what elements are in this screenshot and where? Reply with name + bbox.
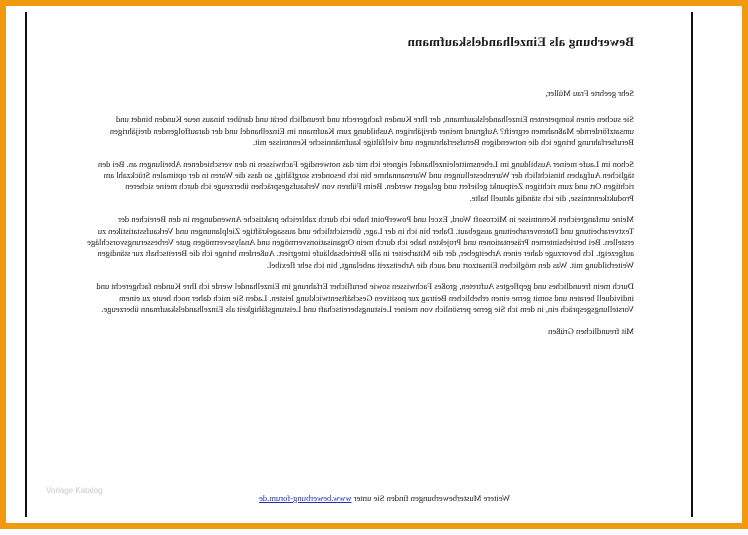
paragraph-3: Meine umfangreichen Kenntnisse in Microsoft Word, Excel und PowerPoint habe ich durch zahlreiche praktische Anwendungen in den Bereichen der Textverarbeitung und Datenverarbeitung ausgebaut. Daher bin ich in der Lage, übersichtliche und aussagekräftige Zielplanungen und Verkaufsstatistiken zu erstellen. Bei betriebsinternen Präsentationen und Projekten habe ich durch mein Organisationsvermögen und Analysevermögen gute Verbesserungsvorschläge aufgezeigt. Ich bevorzuge daher einen Arbeitgeber, der die Mitarbeiter in alle Betriebsabläufe integriert. Außerdem bringe ich die Bereitschaft zur ständigen Weiterbildung mit. Was den möglichen Einsatzort und auch die Arbeitszeit anbelangt, bin ich sehr flexibel.	[87, 214, 634, 270]
margin-line-left	[25, 12, 27, 517]
paragraph-4: Durch mein freundliches und gepflegtes Auftreten, großes Fachwissen sowie beruflicher Erfahrung im Einzelhandel werde ich Ihre Kunden fachgerecht und individuell beraten und somit gerne einen erheblichen Beitrag zur positiven Geschäftsentwicklung leisten. Laden Sie mich daher noch heute zu einem Vorstellungsgespräch ein, in dem ich Sie gerne persönlich von meiner Leistungsbereitschaft und Leistungsfähigkeit als Einzelhandelskaufmann überzeuge.	[96, 281, 634, 315]
footer-link[interactable]: www.bewerbung-forum.de	[259, 493, 352, 503]
letter-page	[74, 6, 634, 535]
salutation: Sehr geehrte Frau Müller,	[545, 88, 634, 98]
watermark: Vorlage Katalog	[46, 486, 103, 495]
paragraph-1: Sie suchen einen kompetenten Einzelhandelskaufmann, der Ihre Kunden fachgerecht und freundlich berät und darüber hinaus neue Kunden bindet und umsatzfördernde Maßnahmen ergreift? Aufgrund meiner dreijährigen Ausbildung zum Kaufmann im Einzelhandel und der darauffolgenden dreijährigen Berufserfahrung bringe ich die notwendigen Berufserfahrungen und vielfältige kaufmännische Kenntnisse mit.	[109, 114, 634, 148]
closing: Mit freundlichen Grüßen	[548, 325, 634, 336]
paragraph-2: Schon im Laufe meiner Ausbildung im Lebensmitteleinzelhandel eignete ich mir das notwendige Fachwissen in den verschiedenen Abteilungen an. Bei den täglichen Aufgaben hinsichtlich der Warenbestellungen und Warenannahme bin ich besonders sorgfältig, so dass die Waren in der optimalen Stückzahl am richtigen Ort und zum richtigen Zeitpunkt geliefert und gelagert werden. Beim Führen von Verkaufsgesprächen überzeuge ich durch meine sicheren Produktkenntnisse, die ich ständig aktuell halte.	[97, 158, 634, 203]
footer-note	[259, 493, 634, 503]
letter-body	[74, 88, 634, 347]
footer-text: Weitere Musterbewerbungen finden Sie unter	[353, 493, 510, 503]
letter-title: Bewerbung als Einzelhandelskaufmann	[407, 34, 634, 49]
margin-line-right	[691, 12, 693, 517]
